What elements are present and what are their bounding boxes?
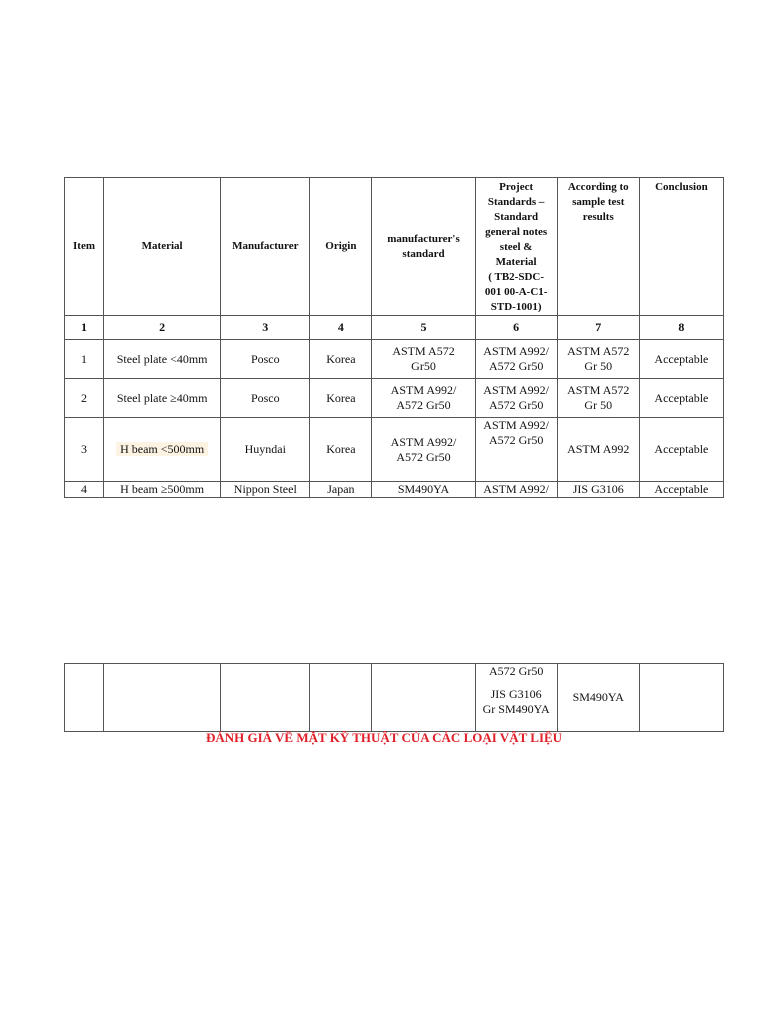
conclusion-cell: Acceptable [639, 482, 723, 498]
material-cell: H beam ≥500mm [104, 482, 221, 498]
material-cell [104, 418, 221, 482]
project-standard-cell: ASTM A992/ A572 Gr50 [475, 418, 557, 482]
manufacturer-cell: Huyndai [221, 418, 310, 482]
conclusion-cell [639, 664, 723, 732]
header-origin: Origin [310, 178, 372, 316]
manufacturer-cell: Posco [221, 340, 310, 379]
sample-test-cell: JIS G3106 [557, 482, 639, 498]
header-project-standards: Project Standards – Standard general notes steel & Material ( TB2-SDC- 001 00-A-C1- STD-1001) [475, 178, 557, 316]
item-cell: 2 [65, 379, 104, 418]
origin-cell: Korea [310, 418, 372, 482]
materials-table [64, 177, 724, 498]
manufacturer-cell [221, 664, 310, 732]
conclusion-cell: Acceptable [639, 418, 723, 482]
manufacturer-cell: Nippon Steel [221, 482, 310, 498]
manufacturer-standard-cell [372, 664, 475, 732]
item-cell [65, 664, 104, 732]
origin-cell [310, 664, 372, 732]
origin-cell: Korea [310, 340, 372, 379]
sample-test-cell: ASTM A992 [557, 418, 639, 482]
header-row [65, 178, 724, 316]
table-row-continuation [65, 664, 724, 732]
header-manufacturer-standard: manufacturer's standard [372, 178, 475, 316]
sample-test-cell: SM490YA [557, 664, 639, 732]
column-number: 2 [104, 316, 221, 340]
manufacturer-standard-cell: ASTM A572 Gr50 [372, 340, 475, 379]
table-row [65, 379, 724, 418]
project-standard-cell: A572 Gr50 JIS G3106 Gr SM490YA [475, 664, 557, 732]
column-number: 4 [310, 316, 372, 340]
column-number: 3 [221, 316, 310, 340]
column-number: 1 [65, 316, 104, 340]
table-row [65, 482, 724, 498]
sample-test-cell: ASTM A572 Gr 50 [557, 379, 639, 418]
column-number: 5 [372, 316, 475, 340]
section-title: ĐÁNH GIÁ VỀ MẶT KỸ THUẬT CỦA CÁC LOẠI VẬT LIỆU [205, 730, 563, 745]
manufacturer-standard-cell: SM490YA [372, 482, 475, 498]
sample-test-cell: ASTM A572 Gr 50 [557, 340, 639, 379]
column-number-row [65, 316, 724, 340]
origin-cell: Korea [310, 379, 372, 418]
manufacturer-standard-cell: ASTM A992/ A572 Gr50 [372, 379, 475, 418]
highlighted-material: H beam <500mm [116, 442, 208, 456]
header-item: Item [65, 178, 104, 316]
manufacturer-cell: Posco [221, 379, 310, 418]
table-row [65, 418, 724, 482]
material-cell [104, 664, 221, 732]
header-material: Material [104, 178, 221, 316]
project-standard-cell: ASTM A992/ [475, 482, 557, 498]
column-number: 6 [475, 316, 557, 340]
materials-table-continuation [64, 663, 724, 732]
project-standard-cell: ASTM A992/ A572 Gr50 [475, 379, 557, 418]
project-standard-cell: ASTM A992/ A572 Gr50 [475, 340, 557, 379]
table-row [65, 340, 724, 379]
column-number: 8 [639, 316, 723, 340]
item-cell: 1 [65, 340, 104, 379]
item-cell: 3 [65, 418, 104, 482]
column-number: 7 [557, 316, 639, 340]
origin-cell: Japan [310, 482, 372, 498]
manufacturer-standard-cell: ASTM A992/ A572 Gr50 [372, 418, 475, 482]
material-cell: Steel plate ≥40mm [104, 379, 221, 418]
conclusion-cell: Acceptable [639, 379, 723, 418]
conclusion-cell: Acceptable [639, 340, 723, 379]
header-manufacturer: Manufacturer [221, 178, 310, 316]
material-cell: Steel plate <40mm [104, 340, 221, 379]
header-sample-test-results: According to sample test results [557, 178, 639, 316]
header-conclusion: Conclusion [639, 178, 723, 316]
item-cell: 4 [65, 482, 104, 498]
